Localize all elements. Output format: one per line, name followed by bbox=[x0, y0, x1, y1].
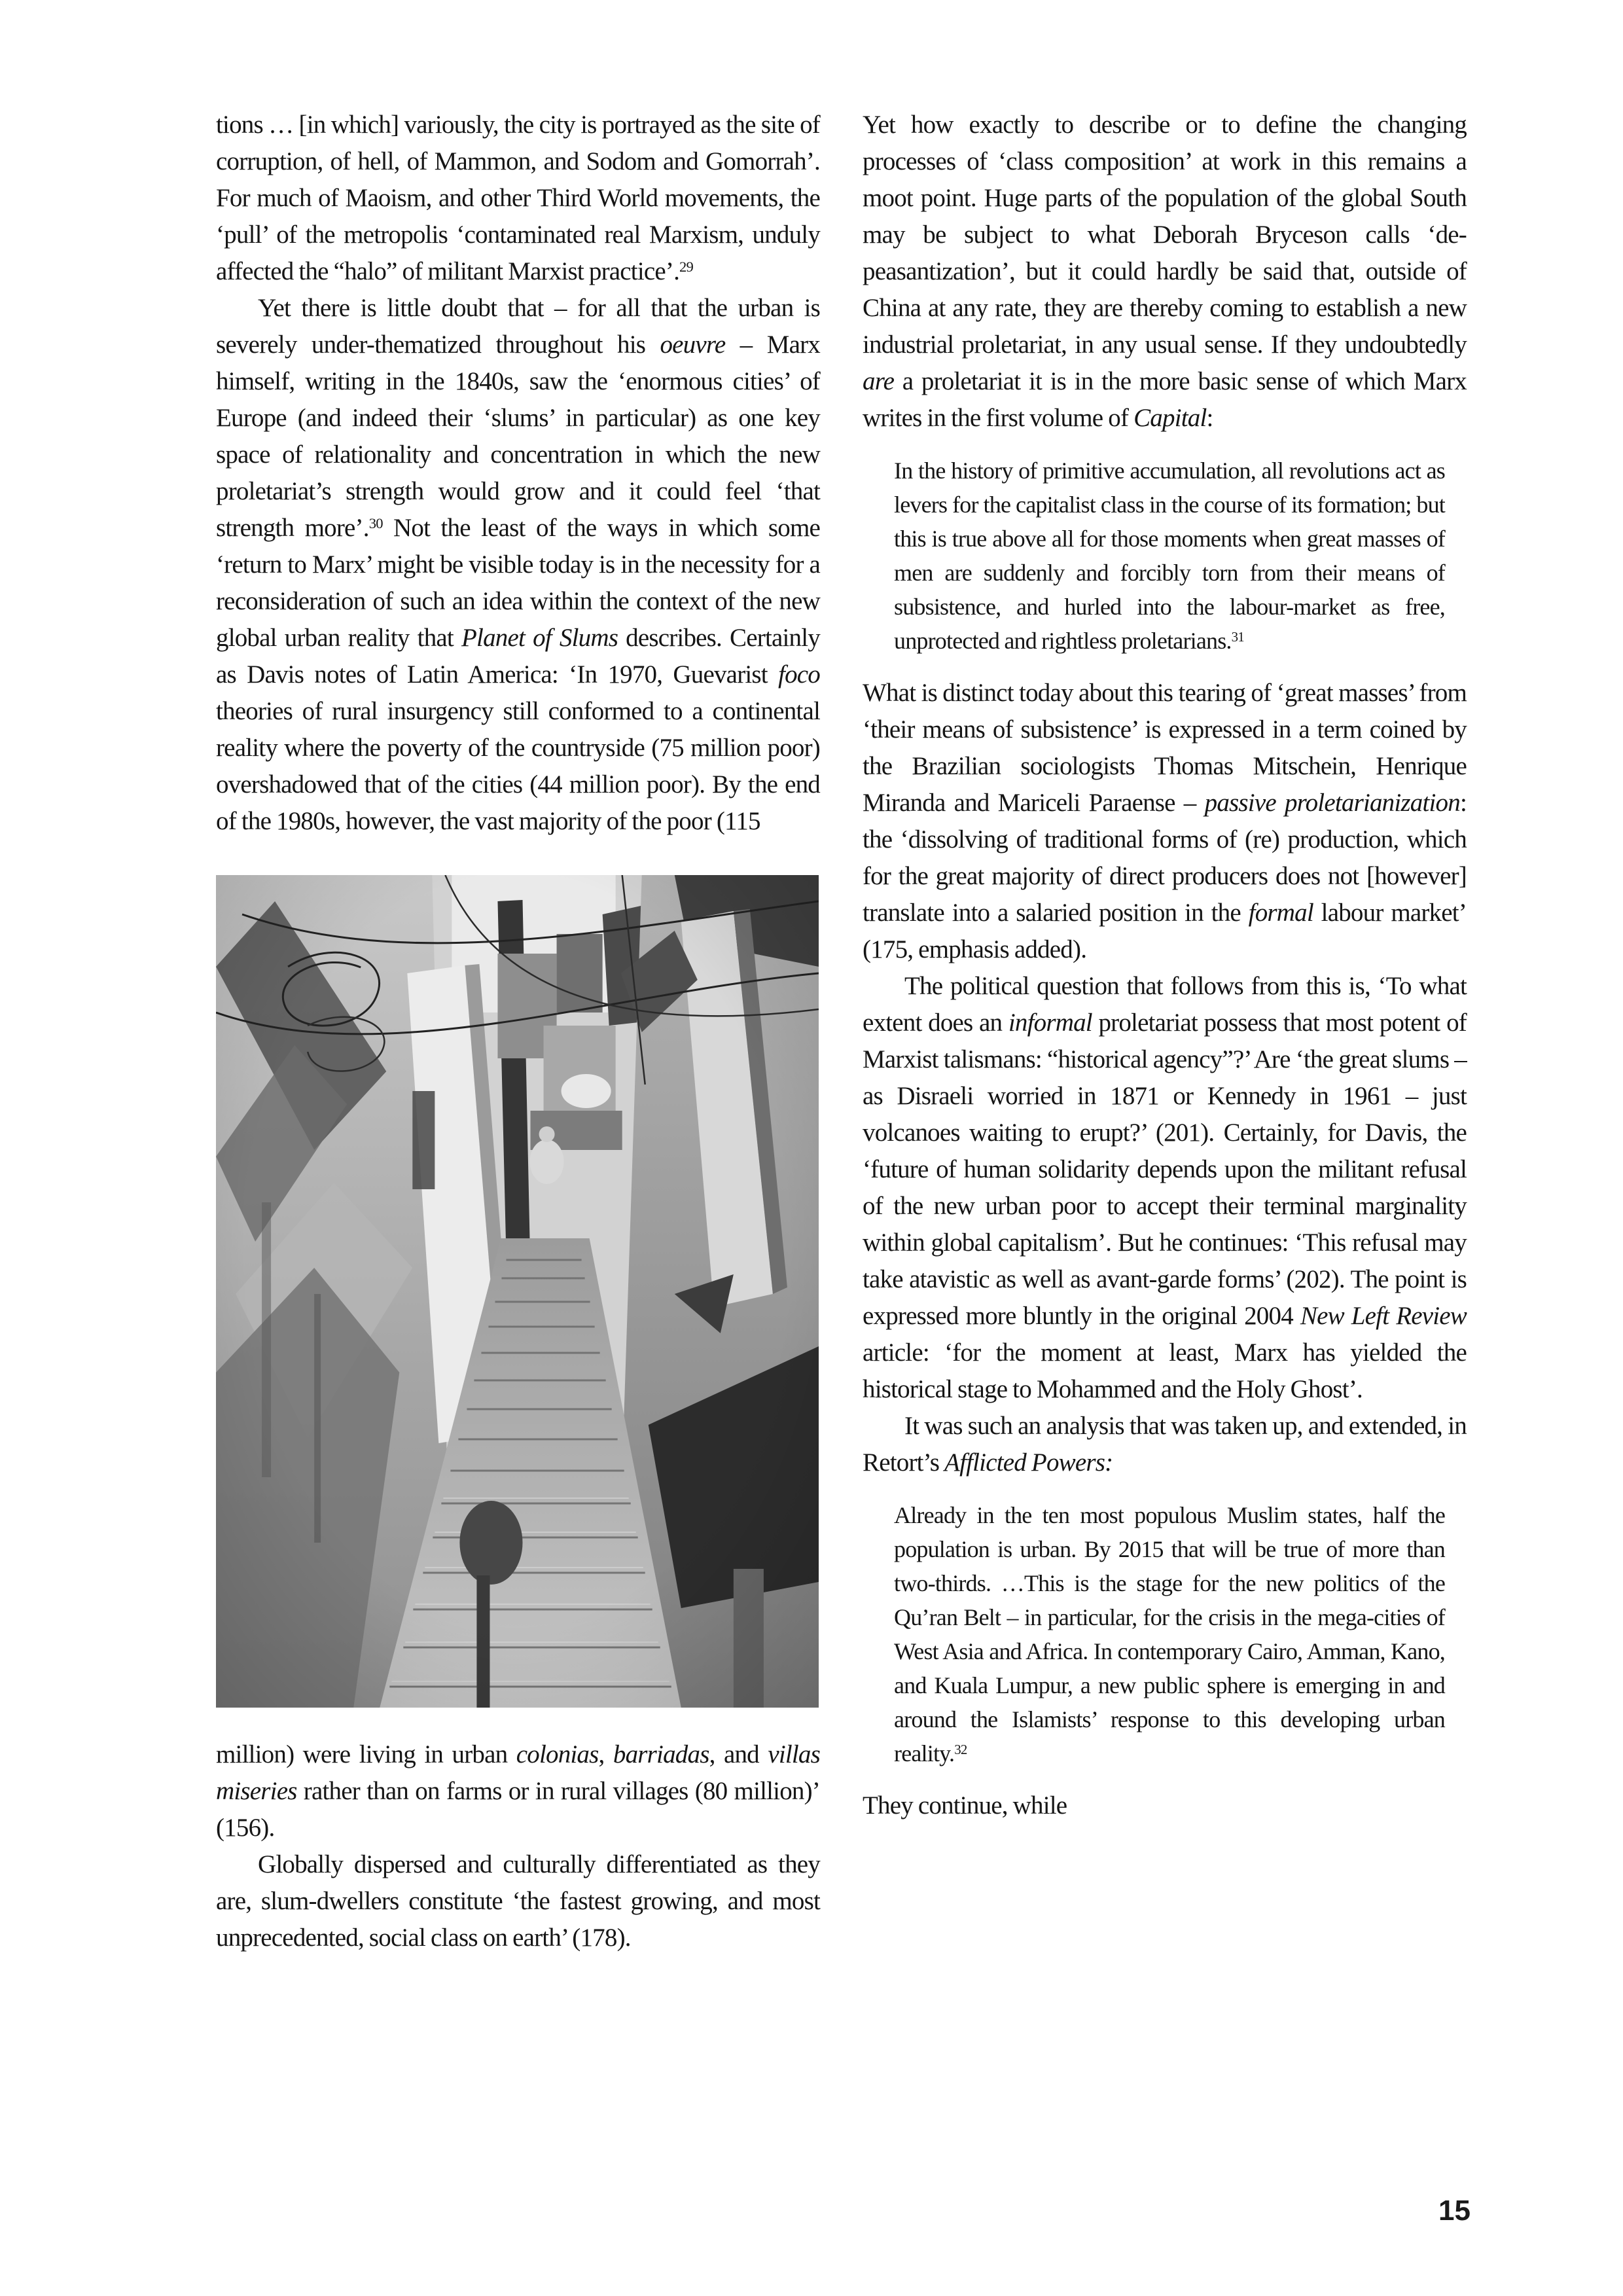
paragraph: Yet there is little doubt that – for all that the urban is severely under-thematized throughout his oeuvre – Marx himself, writing in the 1840s, saw the ‘enormous cities’ of Europe (and indeed their ‘slums’ in particular) as one key space of relationality and concentration in which the new proletariat’s strength would grow and it could feel ‘that strength more’.$^{30}$ Not the least of the ways in which some ‘return to Marx’ might be visible today is in the necessity for a reconsideration of such an idea within the context of the new global urban reality that Planet of Slums describes. Certainly as Davis notes of Latin America: ‘In 1970, Guevarist foco theories of rural insurgency still conformed to a continental reality where the poverty of the countryside (75 million poor) overshadowed that of the cities (44 million poor). By the end of the 1980s, however, the vast majority of the poor (115 bbox=[216, 294, 821, 835]
block-quote: Already in the ten most populous Muslim states, half the population is urban. By 2015 that will be true of more than two-thirds. …This is the stage for the new politics of the Qu’ran Belt – in particular, for the crisis in the mega-cities of West Asia and Africa. In contemporary Cairo, Amman, Kano, and Kuala Lumpur, a new public sphere is emerging in and around the Islamists’ response to this developing urban reality.$^{32}$ bbox=[894, 1502, 1445, 1767]
paragraph: What is distinct today about this tearing of ‘great masses’ from ‘their means of subsistence’ is expressed in a term coined by the Brazilian sociologists Thomas Mitschein, Henrique Miranda and Mariceli Paraense – passive proletarianization: the ‘dissolving of traditional forms of (re) production, which for the great majority of direct producers does not [however] translate into a salaried position in the formal labour market’ (175, emphasis added). bbox=[863, 679, 1467, 963]
paragraph: Yet how exactly to describe or to define the changing processes of ‘class composition’ at work in this remains a moot point. Huge parts of the population of the global South may be subject to what Deborah Bryceson calls ‘de-peasantization’, but it could hardly be said that, outside of China at any rate, they are thereby coming to establish a new industrial proletariat, in any usual sense. If they undoubtedly are a proletariat it is in the more basic sense of which Marx writes in the first volume of Capital: bbox=[863, 111, 1467, 432]
footnote-ref: 29 bbox=[679, 258, 694, 275]
paragraph: It was such an analysis that was taken up, and extended, in Retort’s Afflicted Powers: bbox=[863, 1412, 1467, 1477]
block-quote: In the history of primitive accumulation, all revolutions act as levers for the capitalist class in the course of its formation; but this is true above all for those moments when great masses of men are suddenly and forcibly torn from their means of subsistence, and hurled into the labour-market as free, unprotected and rightless proletarians.$^{31}$ bbox=[894, 457, 1445, 654]
paragraph: tions … [in which] variously, the city is portrayed as the site of corruption, of hell, of Mammon, and Sodom and Gomorrah’. For much of Maoism, and other Third World movements, the ‘pull’ of the metropolis ‘contaminated real Marxism, unduly affected the “halo” of militant Marxist practice’.$^{29}$ bbox=[216, 111, 820, 285]
page-number: 15 bbox=[1438, 2195, 1471, 2227]
footnote-ref: 30 bbox=[368, 514, 383, 531]
slum-alley-photo-graphic bbox=[216, 875, 819, 1708]
slum-alley-photo bbox=[216, 875, 819, 1708]
paragraph: They continue, while bbox=[863, 1791, 1067, 1820]
paragraph: The political question that follows from this is, ‘To what extent does an informal proletariat possess that most potent of Marxist talismans: “historical agency”?’ Are ‘the great slums – as Disraeli worried in 1871 or Kennedy in 1961 – just volcanoes waiting to erupt?’ (201). Certainly, for Davis, the ‘future of human solidarity depends upon the militant refusal of the new urban poor to accept their terminal marginality within global capitalism’. But he continues: ‘This refusal may take atavistic as well as avant-garde forms’ (202). The point is expressed more bluntly in the original 2004 New Left Review article: ‘for the moment at least, Marx has yielded the historical stage to Mohammed and the Holy Ghost’. bbox=[863, 972, 1467, 1403]
footnote-ref: 31 bbox=[1231, 628, 1244, 645]
text-column-left bbox=[216, 107, 820, 1956]
text-column-right bbox=[863, 107, 1467, 1824]
footnote-ref: 32 bbox=[954, 1741, 967, 1757]
paragraph: Globally dispersed and culturally differentiated as they are, slum-dwellers constitute ‘the fastest growing, and most unprecedented, social class on earth’ (178). bbox=[216, 1850, 820, 1952]
paragraph: million) were living in urban colonias, barriadas, and villas miseries rather than on farms or in rural villages (80 million)’ (156). bbox=[216, 1740, 821, 1842]
